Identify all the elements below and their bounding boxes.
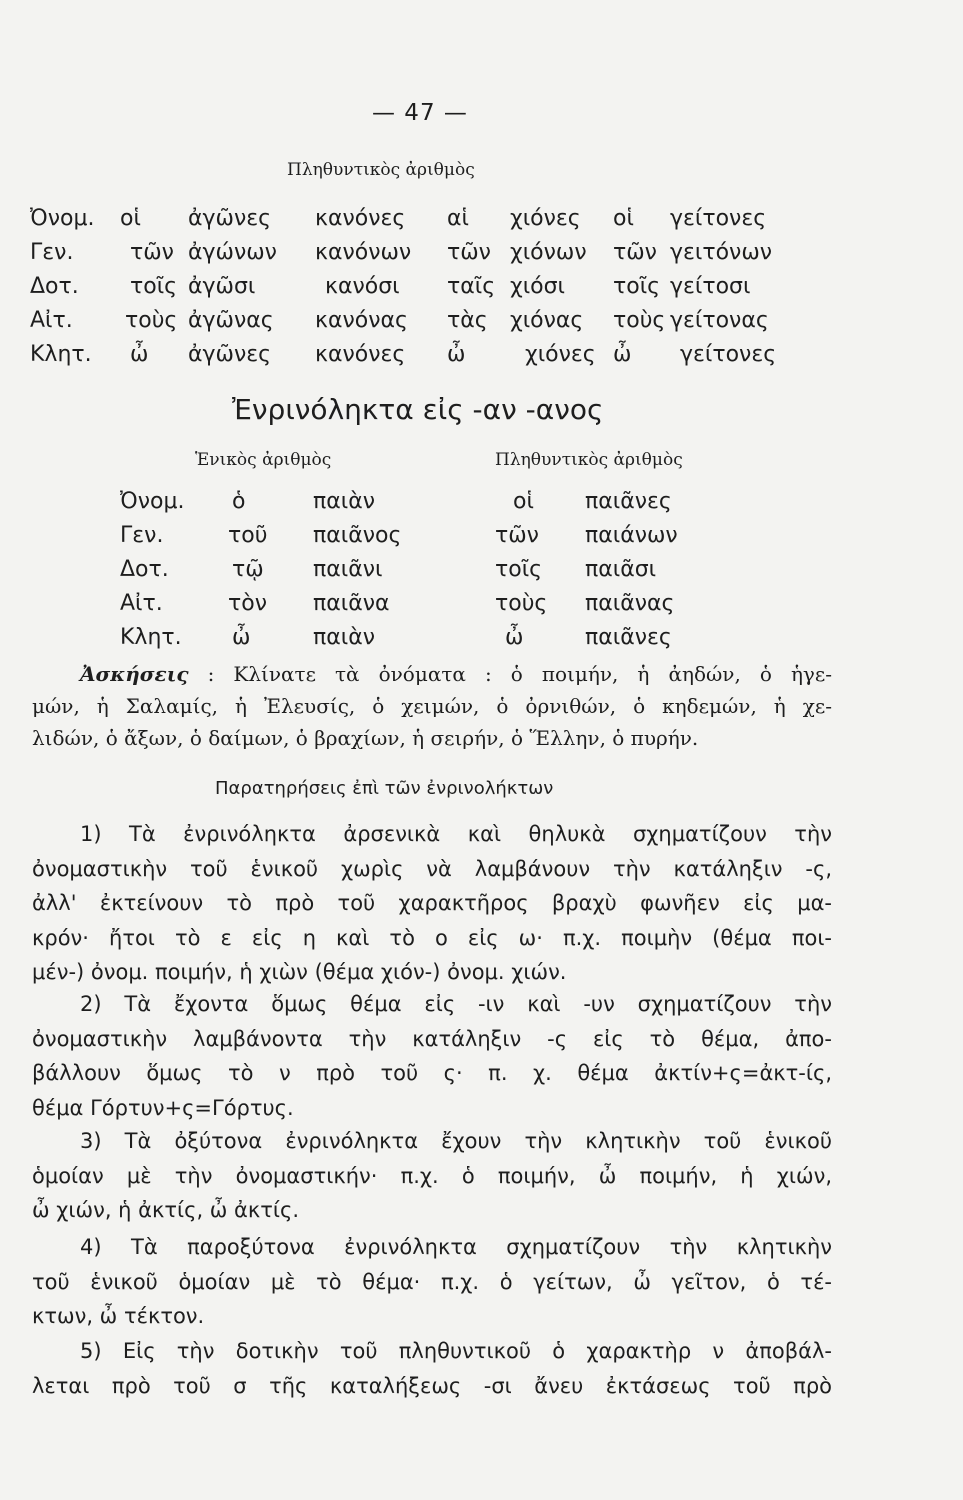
article: ὦ <box>232 625 251 650</box>
word: γείτονες <box>670 206 767 231</box>
word: παιὰν <box>313 625 375 650</box>
article: τῶν <box>447 240 491 265</box>
word: παιᾶνες <box>585 625 672 650</box>
article: ὦ <box>447 342 466 367</box>
text-line: κτων, ὦ τέκτον. <box>32 1304 205 1328</box>
case-label: Κλητ. <box>30 342 92 367</box>
article: ὦ <box>130 342 149 367</box>
word: γειτόνων <box>670 240 773 265</box>
word: κανόνας <box>315 308 408 333</box>
case-label: Γεν. <box>30 240 74 265</box>
article: οἱ <box>120 206 141 231</box>
article: τοῖς <box>495 557 543 582</box>
word: γείτοσι <box>670 274 751 299</box>
case-label: Αἰτ. <box>30 308 73 333</box>
plural-heading-2: Πληθυντικὸς ἀριθμὸς <box>495 450 683 470</box>
word: χιόσι <box>510 274 565 299</box>
word: ἀγῶνες <box>188 206 272 231</box>
text-line: κρόν· ἤτοι τὸ ε εἰς η καὶ τὸ ο εἰς ω· π.χ. ποιμὴν (θέμα ποι- <box>32 925 832 950</box>
word: ἀγῶσι <box>188 274 256 299</box>
word: παιᾶνι <box>313 557 383 582</box>
article: ὁ <box>232 489 246 514</box>
text-line: ὦ χιών, ἡ ἀκτίς, ὦ ἀκτίς. <box>32 1198 300 1222</box>
text-line: λεται πρὸ τοῦ σ τῆς καταλήξεως -σι ἄνευ ἐκτάσεως τοῦ πρὸ <box>32 1373 832 1398</box>
text-line: ὁμοίαν μὲ τὴν ὀνομαστικήν· π.χ. ὁ ποιμήν, ὦ ποιμήν, ἡ χιών, <box>32 1163 832 1188</box>
word: ἀγῶνες <box>188 342 272 367</box>
word: παιὰν <box>313 489 375 514</box>
text: : Κλίνατε τὰ ὀνόματα : ὁ ποιμήν, ἡ ἀηδών, ὁ ἡγε- <box>188 662 832 686</box>
text-line <box>32 658 832 690</box>
word: γείτονες <box>680 342 777 367</box>
word: παιᾶνες <box>585 489 672 514</box>
word: κανόνες <box>315 206 406 231</box>
case-label: Ὀνομ. <box>120 489 185 514</box>
text-line: θέμα Γόρτυν+ς=Γόρτυς. <box>32 1095 294 1120</box>
word: παιάνων <box>585 523 678 548</box>
case-label: Κλητ. <box>120 625 182 650</box>
word: παιᾶνος <box>313 523 402 548</box>
article: τῶν <box>613 240 657 265</box>
article: τῷ <box>232 557 264 582</box>
text-line: μέν-) ὀνομ. ποιμήν, ἡ χιὼν (θέμα χιόν-) ὀνομ. χιών. <box>32 960 567 984</box>
text-line: 4) Τὰ παροξύτονα ἐνρινόληκτα σχηματίζουν τὴν κλητικὴν <box>80 1235 832 1259</box>
word: χιόνες <box>510 206 581 231</box>
exercises-label: Ἀσκήσεις <box>80 662 189 686</box>
observation-paragraph-4 <box>32 1230 832 1334</box>
article: ὦ <box>613 342 632 367</box>
article: τοῦ <box>228 523 268 548</box>
article: τοὺς <box>495 591 548 616</box>
article: τοῖς <box>613 274 661 299</box>
word: παιᾶσι <box>585 557 657 582</box>
article: τῶν <box>495 523 539 548</box>
text-line: ὀνομαστικὴν λαμβάνοντα τὴν κατάληξιν -ς εἰς τὸ θέμα, ἀπο- <box>32 1026 832 1051</box>
singular-heading: Ἑνικὸς ἀριθμὸς <box>195 450 332 470</box>
article: τὸν <box>228 591 267 616</box>
article: τῶν <box>130 240 174 265</box>
section-title: Ἐνρινόληκτα εἰς -αν -ανος <box>232 393 604 426</box>
article: τοὺς <box>613 308 666 333</box>
article: ταῖς <box>447 274 496 299</box>
article: τοῖς <box>130 274 178 299</box>
observation-paragraph-2 <box>32 987 832 1125</box>
word: κανόνων <box>315 240 412 265</box>
exercises-paragraph <box>32 658 832 754</box>
word: ἀγῶνας <box>188 308 274 333</box>
article: τὰς <box>447 308 488 333</box>
word: παιᾶνα <box>313 591 390 616</box>
article: οἱ <box>513 489 534 514</box>
plural-heading: Πληθυντικὸς ἀριθμὸς <box>287 160 475 180</box>
word: παιᾶνας <box>585 591 675 616</box>
word: κανόσι <box>325 274 400 299</box>
article: ὦ <box>505 625 524 650</box>
case-label: Γεν. <box>120 523 164 548</box>
text-line: ἀλλ' ἐκτείνουν τὸ πρὸ τοῦ χαρακτῆρος βραχὺ φωνῆεν εἰς μα- <box>32 891 832 915</box>
word: κανόνες <box>315 342 406 367</box>
case-label: Δοτ. <box>30 274 79 299</box>
case-label: Ὀνομ. <box>30 206 95 231</box>
page-number: — 47 — <box>372 100 468 126</box>
text-line: 3) Τὰ ὀξύτονα ἐνρινόληκτα ἔχουν τὴν κλητικὴν τοῦ ἑνικοῦ <box>80 1129 832 1153</box>
case-label: Αἰτ. <box>120 591 163 616</box>
observations-title: Παρατηρήσεις ἐπὶ τῶν ἐνρινολήκτων <box>215 778 554 799</box>
case-label: Δοτ. <box>120 557 169 582</box>
text-line: μών, ἡ Σαλαμίς, ἡ Ἐλευσίς, ὁ χειμών, ὁ ὀρνιθών, ὁ κηδεμών, ἡ χε- <box>32 694 832 718</box>
observation-paragraph-5 <box>32 1334 832 1403</box>
text-line: τοῦ ἑνικοῦ ὁμοίαν μὲ τὸ θέμα· π.χ. ὁ γείτων, ὦ γεῖτον, ὁ τέ- <box>32 1269 832 1294</box>
article: αἱ <box>447 206 469 231</box>
observation-paragraph-3 <box>32 1124 832 1228</box>
observation-paragraph-1 <box>32 817 832 990</box>
text-line: 1) Τὰ ἐνρινόληκτα ἀρσενικὰ καὶ θηλυκὰ σχηματίζουν τὴν <box>80 822 832 846</box>
text-line: λιδών, ὁ ἄξων, ὁ δαίμων, ὁ βραχίων, ἡ σειρήν, ὁ Ἕλλην, ὁ πυρήν. <box>32 726 699 750</box>
text-line: ὀνομαστικὴν τοῦ ἑνικοῦ χωρὶς νὰ λαμβάνουν τὴν κατάληξιν -ς, <box>32 856 832 881</box>
text-line: βάλλουν ὅμως τὸ ν πρὸ τοῦ ς· π. χ. θέμα ἀκτίν+ς=ἀκτ-ίς, <box>32 1061 832 1085</box>
article: τοὺς <box>125 308 178 333</box>
text-line: 2) Τὰ ἔχοντα ὅμως θέμα εἰς -ιν καὶ -υν σχηματίζουν τὴν <box>80 992 832 1016</box>
word: χιόνες <box>525 342 596 367</box>
word: ἀγώνων <box>188 240 277 265</box>
word: γείτονας <box>670 308 769 333</box>
word: χιόνων <box>510 240 587 265</box>
article: οἱ <box>613 206 634 231</box>
text-line: 5) Εἰς τὴν δοτικὴν τοῦ πληθυντικοῦ ὁ χαρακτὴρ ν ἀποβάλ- <box>80 1339 832 1363</box>
word: χιόνας <box>510 308 584 333</box>
